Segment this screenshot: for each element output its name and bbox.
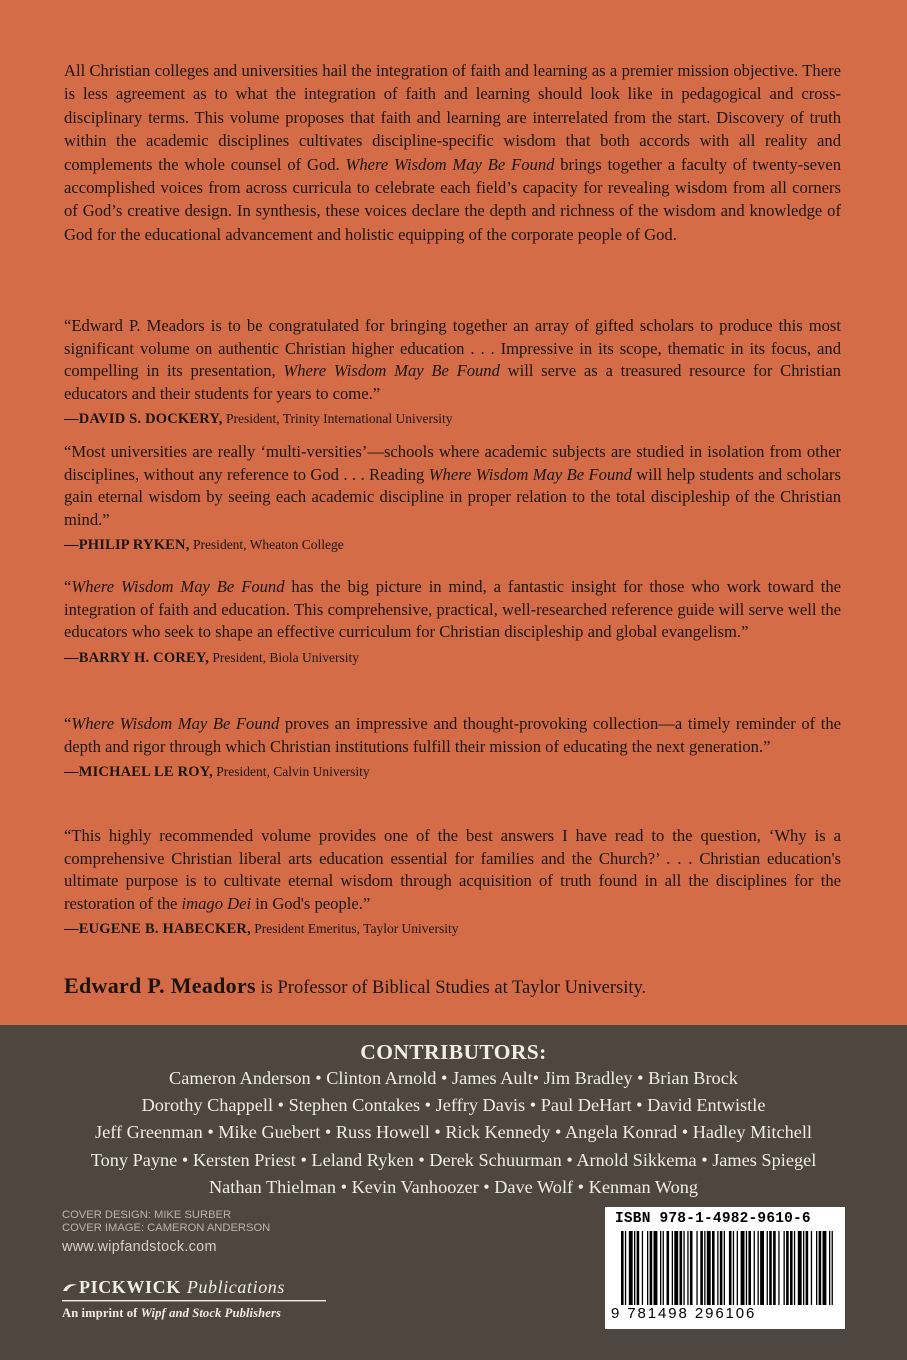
barcode-bar bbox=[637, 1231, 640, 1315]
barcode-bar bbox=[717, 1231, 718, 1315]
barcode-bar bbox=[746, 1231, 747, 1315]
barcode-bar bbox=[794, 1231, 795, 1315]
barcode-bar bbox=[786, 1231, 789, 1315]
barcode-bar bbox=[707, 1231, 711, 1315]
barcode-bar bbox=[737, 1231, 738, 1315]
barcode-bar bbox=[683, 1231, 684, 1315]
description-text-1: All Christian colleges and universities hail the integration of faith and learning as a premier mission objective. There is less agreement as to what the integration of faith and learning should look like in pedagogical and cross-disciplinary terms. This volume proposes that faith and learning are interrelated from the start. Discovery of truth within the academic disciplines cultivates discipline-specific wisdom that both accords with all reality and complements the whole counsel of God. bbox=[64, 61, 841, 174]
barcode-bar bbox=[767, 1231, 768, 1315]
endorser-name: —EUGENE B. HABECKER, bbox=[64, 921, 251, 937]
barcode-bar bbox=[832, 1231, 833, 1315]
cover-credits bbox=[62, 1209, 270, 1234]
barcode-bar bbox=[803, 1231, 804, 1315]
contributors-row: Cameron Anderson • Clinton Arnold • James Ault• Jim Bradley • Brian Brock bbox=[169, 1068, 738, 1088]
barcode-bar bbox=[729, 1231, 732, 1315]
barcode-bar bbox=[790, 1231, 793, 1315]
barcode-bar bbox=[733, 1231, 734, 1315]
barcode-bar bbox=[712, 1231, 715, 1315]
publisher-rule bbox=[62, 1300, 326, 1303]
endorser-name: —DAVID S. DOCKERY, bbox=[64, 411, 223, 427]
barcode-bar bbox=[823, 1231, 827, 1315]
cover-image-credit: COVER IMAGE: CAMERON ANDERSON bbox=[62, 1221, 271, 1234]
endorser-name: —PHILIP RYKEN, bbox=[64, 537, 190, 553]
barcode-bar bbox=[720, 1231, 723, 1315]
contributors-row: Dorothy Chappell • Stephen Contakes • Jeffry Davis • Paul DeHart • David Entwistle bbox=[141, 1095, 766, 1116]
barcode-bar bbox=[634, 1231, 635, 1315]
contributors-section bbox=[0, 1039, 907, 1201]
barcode-bar bbox=[650, 1231, 653, 1315]
barcode-bar bbox=[687, 1231, 688, 1315]
barcode-bar bbox=[724, 1231, 725, 1315]
contributors-row: Nathan Thielman • Kevin Vanhoozer • Dave Wolf • Kenman Wong bbox=[208, 1176, 699, 1197]
endorsement-quote: “Where Wisdom May Be Found proves an impressive and thought-provoking collection—a timely reminder of the depth and rigor through which Christian institutions fulfill their mission of educating the next generation.” bbox=[64, 714, 841, 756]
barcode-bar bbox=[667, 1231, 670, 1315]
barcode-bar bbox=[690, 1231, 693, 1315]
endorsement-quote: “Edward P. Meadors is to be congratulated for bringing together an array of gifted scholars to produce this most significant volume on authentic Christian higher education . . . Impressive in its scope, thematic in its focus, and compelling in its presentation, Where Wisdom May Be Found will serve as a treasured resource for Christian educators and their students for years to come.” bbox=[64, 316, 841, 403]
barcode-bar bbox=[798, 1231, 802, 1315]
publisher-url[interactable]: www.wipfandstock.com bbox=[62, 1239, 217, 1255]
barcode-bar bbox=[829, 1231, 830, 1315]
endorsement-corey bbox=[64, 576, 841, 667]
barcode-bar bbox=[621, 1231, 624, 1315]
barcode-bar bbox=[680, 1231, 683, 1315]
description-text-2: brings together a faculty of twenty-seven accomplished voices from across curricula to celebrate each field’s capacity for revealing wisdom from all corners of God’s creative design. In synthesis, these voices declare the depth and richness of the wisdom and knowledge of God for the educational advancement and holistic equipping of the corporate people of God. bbox=[64, 154, 841, 244]
endorser-role: President, Calvin University bbox=[212, 764, 370, 779]
endorser-role: President, Wheaton College bbox=[189, 537, 344, 552]
endorsement-attribution bbox=[64, 763, 841, 781]
author-bio bbox=[64, 972, 646, 1002]
barcode-bar bbox=[811, 1231, 812, 1315]
endorser-role: President, Biola University bbox=[209, 649, 360, 665]
barcode-bar bbox=[629, 1231, 633, 1315]
book-description bbox=[64, 59, 841, 246]
barcode-bar bbox=[642, 1231, 643, 1315]
barcode-bar bbox=[672, 1231, 673, 1315]
endorsement-attribution bbox=[64, 920, 841, 938]
isbn-barcode-box bbox=[605, 1207, 845, 1329]
barcode bbox=[621, 1231, 835, 1315]
endorsement-ryken bbox=[64, 441, 841, 554]
endorsement-le-roy bbox=[64, 713, 841, 781]
bird-icon bbox=[62, 1282, 78, 1294]
barcode-bar bbox=[741, 1231, 745, 1315]
description-title: Where Wisdom May Be Found bbox=[345, 154, 555, 174]
barcode-bar bbox=[806, 1231, 809, 1315]
barcode-bar bbox=[758, 1231, 759, 1315]
author-name: Edward P. Meadors bbox=[64, 973, 256, 998]
barcode-bar bbox=[760, 1231, 764, 1315]
endorsement-quote: “Most universities are really ‘multi-versities’—schools where academic subjects are studied in isolation from other disciplines, without any reference to God . . . Reading Where Wisdom May Be Found will help students and scholars gain eternal wisdom by seeing each academic discipline in proper relation to the total discipleship of the Christian mind.” bbox=[64, 442, 841, 529]
contributors-row: Tony Payne • Kersten Priest • Leland Ryken • Derek Schuurman • Arnold Sikkema • James Spiegel bbox=[90, 1149, 817, 1170]
cover-design-credit: COVER DESIGN: MIKE SURBER bbox=[62, 1209, 232, 1221]
endorsement-quote: “Where Wisdom May Be Found has the big picture in mind, a fantastic insight for those who work toward the integration of faith and education. This comprehensive, practical, well-researched reference guide will serve well the educators who seek to shape an effective curriculum for Christian discipleship and global evangelism.” bbox=[64, 577, 841, 641]
barcode-bar bbox=[778, 1231, 779, 1315]
publisher-name: PICKWICK bbox=[79, 1277, 181, 1297]
barcode-bar bbox=[784, 1231, 785, 1315]
barcode-bar bbox=[773, 1231, 776, 1315]
barcode-bar bbox=[696, 1231, 697, 1315]
barcode-bar bbox=[754, 1231, 755, 1315]
imprint-line: An imprint of Wipf and Stock Publishers bbox=[62, 1306, 281, 1320]
author-bio-text: is Professor of Biblical Studies at Taylor University. bbox=[255, 978, 647, 998]
endorsement-quote: “This highly recommended volume provides one of the best answers I have read to the question, ‘Why is a comprehensive Christian liberal arts education essential for families and the Church?’ . . . Christian education's ultimate purpose is to cultivate eternal wisdom through acquisition of truth found in all the disciplines for the restoration of the imago Dei in God's people.” bbox=[64, 826, 841, 913]
endorser-role: President, Trinity International University bbox=[222, 411, 453, 426]
endorsement-dockery bbox=[64, 315, 841, 428]
barcode-bar bbox=[816, 1231, 817, 1315]
contributors-row: Jeff Greenman • Mike Guebert • Russ Howell • Rick Kennedy • Angela Konrad • Hadley Mitchell bbox=[94, 1122, 813, 1143]
publisher-logo bbox=[62, 1276, 326, 1321]
barcode-bar bbox=[625, 1231, 626, 1315]
barcode-bar bbox=[769, 1231, 772, 1315]
endorser-name: —BARRY H. COREY, bbox=[64, 649, 210, 666]
endorsement-attribution bbox=[64, 410, 841, 428]
endorsement-attribution bbox=[64, 649, 841, 667]
isbn-label: ISBN 978-1-4982-9610-6 bbox=[615, 1211, 811, 1227]
barcode-bar bbox=[663, 1231, 664, 1315]
barcode-bar bbox=[700, 1231, 703, 1315]
barcode-bar bbox=[819, 1231, 822, 1315]
endorsement-habecker bbox=[64, 825, 841, 938]
barcode-bar bbox=[654, 1231, 658, 1315]
barcode-bar bbox=[647, 1231, 648, 1315]
endorsement-attribution bbox=[64, 536, 841, 554]
barcode-bar bbox=[704, 1231, 705, 1315]
barcode-bar bbox=[748, 1231, 751, 1315]
publisher-word: Publications bbox=[186, 1277, 286, 1297]
barcode-bar bbox=[674, 1231, 678, 1315]
contributors-heading: CONTRIBUTORS: bbox=[360, 1040, 547, 1064]
endorser-name: —MICHAEL LE ROY, bbox=[64, 764, 213, 780]
barcode-digits: 9 781498 296106 bbox=[607, 1305, 843, 1322]
endorser-role: President Emeritus, Taylor University bbox=[250, 921, 459, 936]
barcode-bar bbox=[660, 1231, 661, 1315]
